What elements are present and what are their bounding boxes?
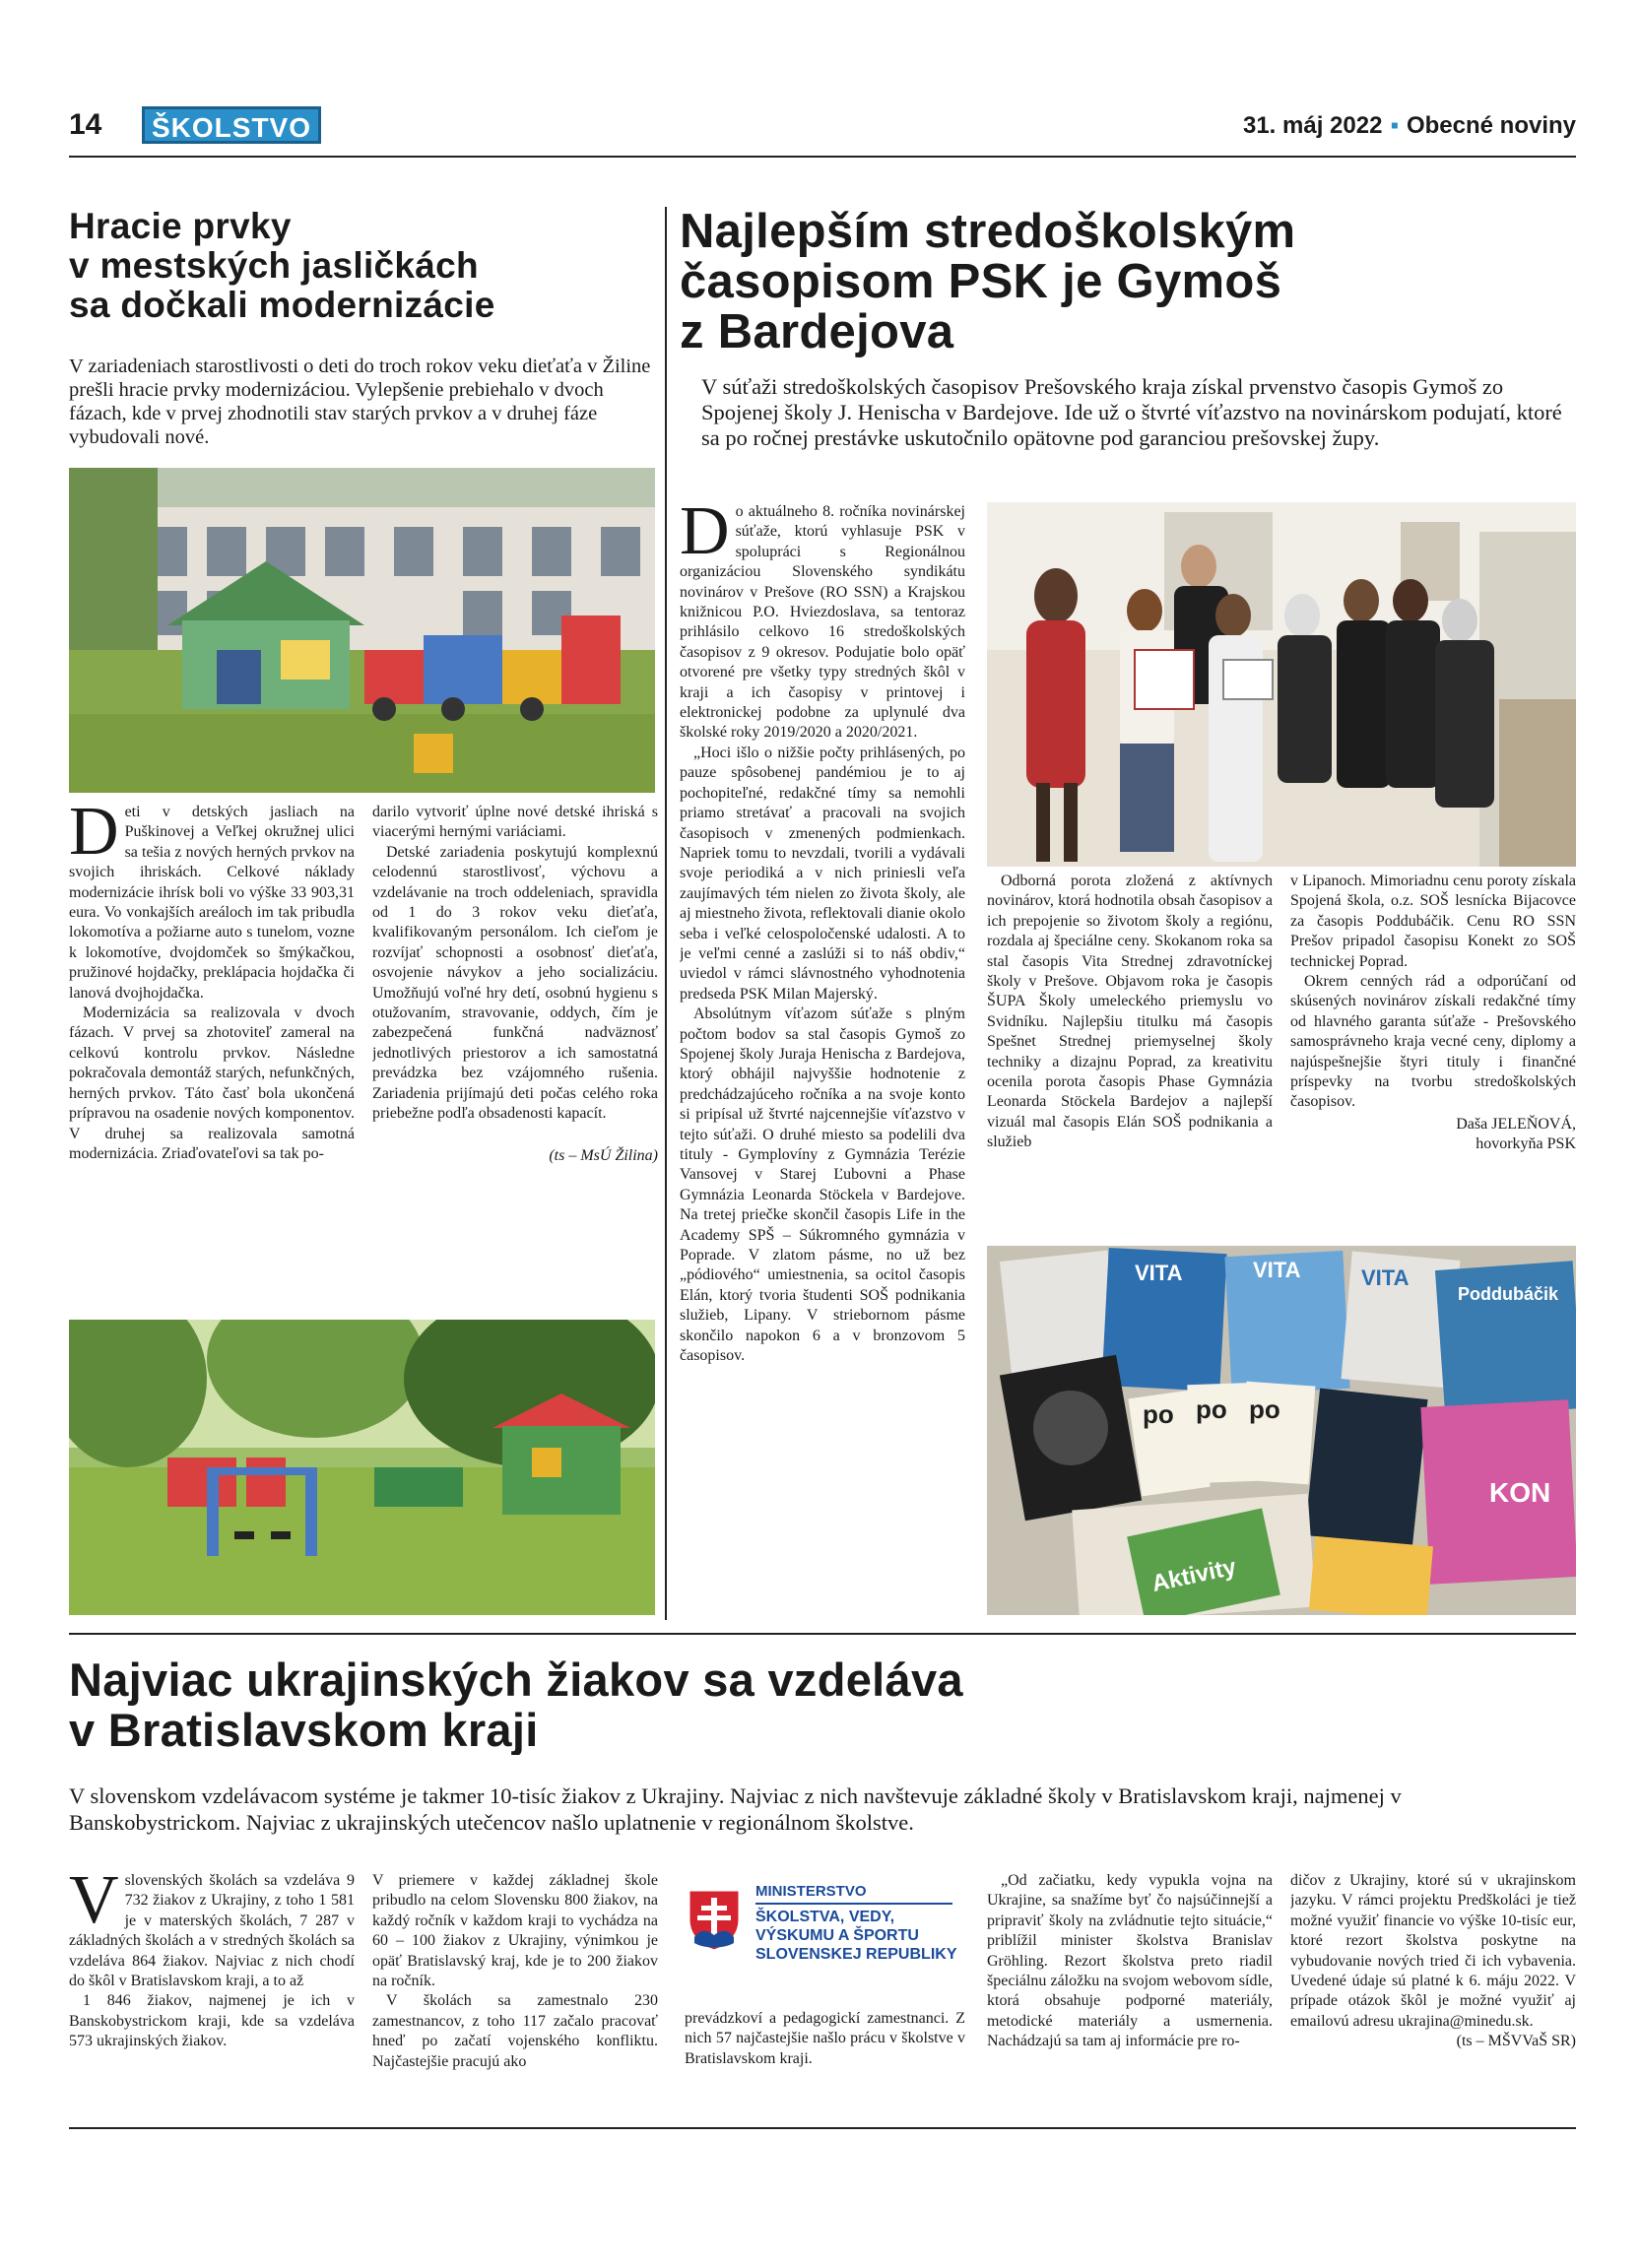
magazine-title: po bbox=[1143, 1399, 1174, 1429]
article3-column-2 bbox=[372, 1871, 658, 2098]
article2-column-3 bbox=[1290, 872, 1576, 1236]
column-divider bbox=[665, 207, 667, 1620]
article1-paragraph: Modernizácia sa realizovala v dvoch fázach. V prvej sa zhotoviteľ zameral na celkovú kontrolu prvkov. Následne pokračovala demontáž starých, nefunkčných, herných prvkov. Táto časť bola ukončená prípravou na osadenie nových komponentov. V druhej sa realizovala samotná modernizácia. Zriaďovateľovi sa tak po- bbox=[69, 1004, 355, 1162]
article3-paragraph: 1 846 žiakov, najmenej je ich v Banskobystrickom kraji, kde sa vzdeláva 573 ukrajinských žiakov. bbox=[69, 1992, 355, 2050]
article3-paragraph: „Od začiatku, kedy vypukla vojna na Ukrajine, sa snažíme byť čo najsúčinnejší a pripraviť školy na zvládnutie tejto situácie,“ priblížil minister školstva Branislav Gröhling. Rezort školstva preto riadil špeciálnu záložku na svojom webovom sídle, ktorá obsahuje podporné materiály, metodické materiály a usmernenia. Nachádzajú sa tam aj informácie pre ro- bbox=[987, 1872, 1273, 2050]
magazine-title: po bbox=[1249, 1394, 1280, 1424]
article3-column-1 bbox=[69, 1871, 355, 2098]
article2-headline-line: z Bardejova bbox=[680, 305, 954, 357]
playground-photo-2 bbox=[69, 1320, 655, 1615]
article3-paragraph: V školách sa zamestnalo 230 zamestnancov, z toho 117 začalo pracovať hneď po začatí vojenského konfliktu. Najčastejšie pracujú ako bbox=[372, 1992, 658, 2070]
article3-headline-line: v Bratislavskom kraji bbox=[69, 1704, 539, 1755]
bottom-rule bbox=[69, 2127, 1576, 2129]
award-ceremony-photo bbox=[987, 502, 1576, 867]
article3-paragraph: slovenských školách sa vzdeláva 9 732 žiakov z Ukrajiny, z toho 1 581 je v materských školách, 7 287 v základných školách a v stredných školách sa vzdeláva 864 žiakov. Najviac z nich chodí do škôl v Bratislavskom kraji, a to až bbox=[69, 1872, 355, 1990]
section-divider bbox=[69, 1633, 1576, 1635]
playground-photo-1-image bbox=[69, 468, 655, 793]
magazine-title: po bbox=[1196, 1394, 1227, 1424]
article3-paragraph: prevádzkoví a pedagogickí zamestnanci. Z nich 57 najčastejšie našlo prácu v školstve v Bratislavskom kraji. bbox=[685, 2010, 965, 2067]
article1-paragraph: darilo vytvoriť úplne nové detské ihriská s viacerými hernými variáciami. bbox=[372, 804, 658, 841]
article3-column-4 bbox=[987, 1871, 1273, 2098]
article2-paragraph: Okrem cenných rád a odporúčaní od skúsených novinárov získali redakčné tímy od hlavného garanta súťaže - Prešovského samosprávneho kraja vecné ceny, diplomy a najúspešnejšie štyri tituly i finančné príspevky na tvorbu stredoškolských časopisov. bbox=[1290, 973, 1576, 1111]
article3-column-3 bbox=[685, 2009, 965, 2107]
header-rule bbox=[69, 156, 1576, 158]
ministry-logo bbox=[685, 1876, 980, 1989]
article2-headline bbox=[680, 207, 1586, 357]
ministry-logo-text bbox=[755, 1882, 956, 1964]
separator-bullet: ▪ bbox=[1390, 112, 1399, 139]
article2-column-2 bbox=[987, 872, 1273, 1236]
article3-paragraph: dičov z Ukrajiny, ktoré sú v ukrajinskom jazyku. V rámci projektu Predškoláci je tiež možné využiť financie vo výške 10-tisíc eur, ktoré rezort školstva poskytne na vybudovanie nových tried či ich vybavenia. Uvedené údaje sú platné k 6. máju 2022. V prípade otázok škôl je možné využiť aj emailovú adresu ukrajina@minedu.sk. bbox=[1290, 1872, 1576, 2030]
slovak-coat-of-arms-icon bbox=[685, 1886, 744, 1953]
magazine-title: VITA bbox=[1253, 1258, 1301, 1282]
article3-column-5 bbox=[1290, 1871, 1576, 2117]
ministry-logo-line: SLOVENSKEJ REPUBLIKY bbox=[755, 1946, 957, 1963]
magazine-title: Poddubáčik bbox=[1458, 1284, 1559, 1304]
article3-dropcap: V bbox=[69, 1871, 119, 1938]
article2-paragraph: „Hoci išlo o nižšie počty prihlásených, po pauze spôsobenej pandémiou je to aj pochopiteľné, redakčné tímy sa nemohli priamo stretávať a pracovali na svojich časopisoch v zmenených podmienkach. Napriek tomu to nevzdali, tvorili a vydávali svoje periodiká a v nich priniesli veľa zaujímavých tém nielen zo života školy, ale aj miestneho života, reflektovali dianie okolo seba i veľké celospoločenské udalosti. A to je veľmi cenné a zaslúži si to náš obdiv,“ uviedol v rámci slávnostného vyhodnotenia predseda PSK Milan Majerský. bbox=[680, 744, 965, 1003]
publication-name: Obecné noviny bbox=[1406, 112, 1576, 139]
article1-column-1 bbox=[69, 803, 355, 1305]
article1-paragraph: eti v detských jasliach na Puškinovej a Veľkej okružnej ulici sa tešia z nových herných prvkov na svojich ihriskách. Celkové náklady modernizácie ihrísk boli vo výške 33 903,31 eura. Vo vonkajších areáloch im tak pribudla lokomotíva a požiarne auto s tunelom, vozne k lokomotíve, dvojdomček so šmýkačkou, pružinové hojdačky, preklápacia hojdačka či lanová dvojhojdačka. bbox=[69, 804, 355, 1002]
magazine-title: VITA bbox=[1361, 1265, 1410, 1290]
article2-paragraph: Absolútnym víťazom súťaže s plným počtom bodov sa stal časopis Gymoš zo Spojenej školy Juraja Henischa z Bardejova, ktorý obhájil najvyššie hodnotenie z predchádzajúceho ročníka a na svoje konto si pripísal už štvrté najcennejšie víťazstvo v tejto súťaži. O druhé miesto sa podelili dva tituly - Gymplovíny z Gymnázia Terézie Vansovej v Starej Ľubovni a Phase Gymnázia Leonarda Stöckela v Bardejove. Na tretej priečke skončil časopis Life in the Academy SPŠ – Súkromného gymnázia v Poprade. V zlatom pásme, no už bez „pódiového“ umiestnenia, sa ocitol časopis Elán, ktorý tvoria študenti SOŠ podnikania služieb, Lipany. V striebornom pásme skončilo napokon 6 a v bronzovom 5 časopisov. bbox=[680, 1005, 965, 1365]
article1-headline-line: v mestských jasličkách bbox=[69, 245, 479, 286]
article1-dropcap: D bbox=[69, 803, 119, 870]
award-ceremony-photo-image bbox=[987, 502, 1576, 867]
article1-headline-line: Hracie prvky bbox=[69, 207, 292, 246]
article1-signature: (ts – MsÚ Žilina) bbox=[549, 1146, 658, 1164]
article2-lead: V súťaži stredoškolských časopisov Prešovského kraja získal prvenstvo časopis Gymoš zo Spojenej školy J. Henischa v Bardejove. Ide už o štvrté víťazstvo na novinárskom podujatí, ktoré sa po ročnej prestávke uskutočnilo opätovne pod garanciou prešovskej župy. bbox=[701, 374, 1562, 450]
ministry-logo-line: ŠKOLSTVA, VEDY, bbox=[755, 1909, 895, 1925]
article1-headline bbox=[69, 207, 660, 325]
article2-paragraph: v Lipanoch. Mimoriadnu cenu poroty získala Spojená škola, o.z. SOŠ lesnícka Bijacovce za časopis Poddubáčik. Cenu RO SSN Prešov pripadol časopisu Konekt zo SOŠ technickej Poprad. bbox=[1290, 873, 1576, 970]
ministry-logo-line: MINISTERSTVO bbox=[755, 1883, 867, 1900]
magazine-title: KON bbox=[1489, 1477, 1551, 1508]
playground-photo-2-image bbox=[69, 1320, 655, 1615]
ministry-logo-line: VÝSKUMU A ŠPORTU bbox=[755, 1927, 919, 1944]
page-number: 14 bbox=[69, 108, 102, 141]
article2-column-1 bbox=[680, 502, 965, 1615]
article2-headline-line: Najlepším stredoškolským bbox=[680, 207, 1296, 258]
article3-headline-line: Najviac ukrajinských žiakov sa vzdeláva bbox=[69, 1654, 963, 1706]
issue-date: 31. máj 2022 bbox=[1242, 112, 1383, 139]
ministry-logo-rule bbox=[755, 1903, 952, 1905]
magazines-photo bbox=[987, 1246, 1576, 1615]
article3-lead: V slovenskom vzdelávacom systéme je takmer 10-tisíc žiakov z Ukrajiny. Najviac z nich navštevuje základné školy v Bratislavskom kraji, najmenej v Banskobystrickom. Najviac z ukrajinských utečencov našlo uplatnenie v regionálnom školstve. bbox=[69, 1783, 1402, 1835]
article2-paragraph: Odborná porota zložená z aktívnych novinárov, ktorá hodnotila obsah časopisov a ich prepojenie so životom školy a regiónu, rozdala aj špeciálne ceny. Skokanom roka sa stal časopis Vita Strednej zdravotníckej školy v Prešove. Objavom roka je časopis ŠUPA Školy umeleckého priemyslu vo Svidníku. Najlepšiu titulku má časopis Spešnet Strednej priemyselnej školy techniky a dizajnu Poprad, za kreativitu ocenila porota časopis Phase Gymnázia Leonarda Stöckela Bardejov a najlepší vizuál mal časopis Elán SOŠ podnikania a služieb bbox=[987, 873, 1273, 1151]
section-label: ŠKOLSTVO bbox=[142, 106, 321, 144]
article3-headline bbox=[69, 1654, 1576, 1755]
magazines-photo-image bbox=[987, 1246, 1576, 1615]
magazine-title: VITA bbox=[1135, 1261, 1183, 1285]
article2-paragraph: o aktuálneho 8. ročníka novinárskej súťaže, ktorú vyhlasuje PSK v spolupráci s Regionálnou organizáciou Slovenského syndikátu novinárov v Prešove (RO SSN) a Krajskou knižnicou P.O. Hviezdoslava, sa tentoraz prihlásilo celkovo 16 stredoškolských časopisov z 9 okresov. Podujatie bolo opäť otvorené pre všetky typy stredných škôl v kraji a ich časopisy v printovej i elektronickej podobne za uplynulé dva školské roky 2019/2020 a 2020/2021. bbox=[680, 503, 965, 742]
magazine-title: Aktivity bbox=[1148, 1553, 1239, 1597]
article2-signature-name: Daša JELEŇOVÁ, bbox=[1456, 1115, 1576, 1133]
article1-headline-line: sa dočkali modernizácie bbox=[69, 285, 495, 325]
article2-signature-role: hovorkyňa PSK bbox=[1476, 1135, 1576, 1153]
playground-photo-1 bbox=[69, 468, 655, 793]
article1-lead: V zariadeniach starostlivosti o deti do troch rokov veku dieťaťa v Žiline prešli hracie prvky modernizáciou. Vylepšenie prebiehalo v dvoch fázach, kde v prvej zhodnotili stav starých prvkov a v druhej fáze vybudovali nové. bbox=[69, 356, 651, 448]
page-header bbox=[69, 106, 1576, 146]
article3-paragraph: V priemere v každej základnej škole pribudlo na celom Slovensku 800 žiakov, na každý ročník v každom kraji to vychádza na 60 – 100 žiakov z Ukrajiny, výnimkou je opäť Bratislavský kraj, kde je to 200 žiakov na ročník. bbox=[372, 1872, 658, 1990]
article1-column-2 bbox=[372, 803, 658, 1305]
article2-headline-line: časopisom PSK je Gymoš bbox=[680, 255, 1282, 308]
issue-info bbox=[1243, 112, 1576, 140]
article2-dropcap: D bbox=[680, 502, 730, 569]
article1-paragraph: Detské zariadenia poskytujú komplexnú celodennú starostlivosť, výchovu a vzdelávanie na troch oddeleniach, spravidla od 1 do 3 rokov veku dieťaťa, kvalifikovaným personálom. Ich cieľom je rozvíjať schopnosti a osobnosť dieťaťa, osvojenie návykov a jeho socializáciu. Umožňujú voľné hry detí, osobnú hygienu s otužovaním, stravovanie, oddych, čím je zabezpečená funkčná nadväznosť jednotlivých priestorov a ich samostatná prevádzka bez vzájomného rušenia. Zariadenia prijímajú deti počas celého roka priebežne podľa obsadenosti kapacít. bbox=[372, 843, 658, 1123]
article3-signature: (ts – MŠVVaŠ SR) bbox=[1456, 2033, 1576, 2050]
